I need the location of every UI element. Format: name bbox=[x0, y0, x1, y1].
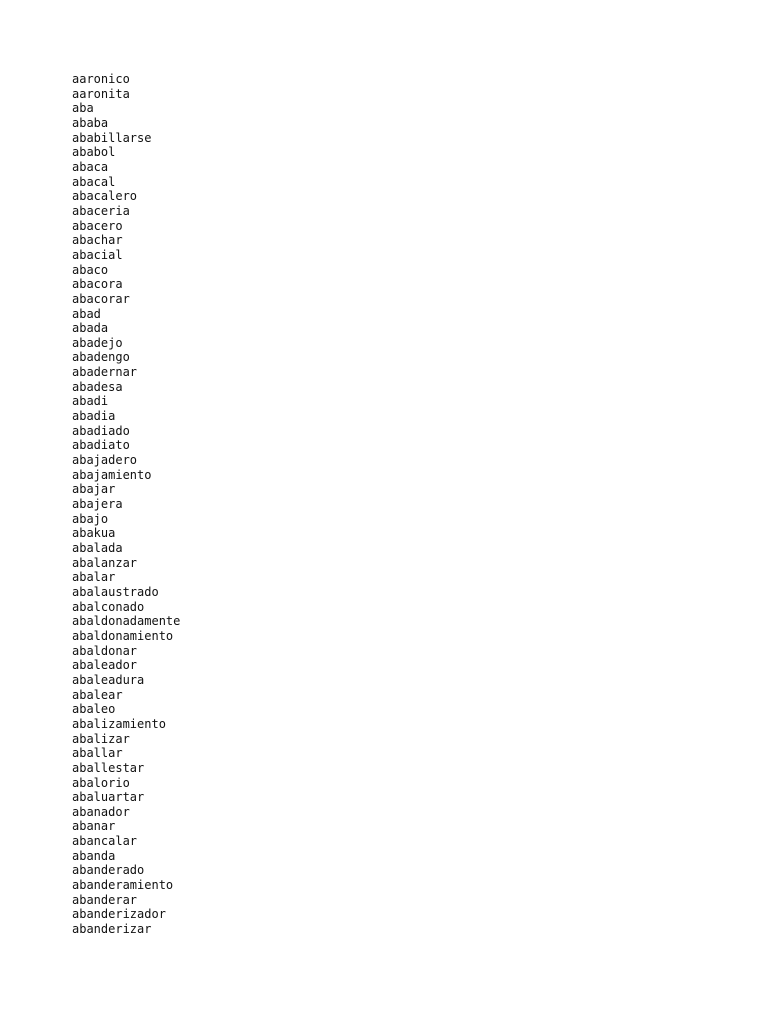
word-list-item: abacal bbox=[72, 174, 116, 189]
word-list-item: abalaustrado bbox=[72, 584, 159, 599]
word-list bbox=[72, 72, 180, 937]
word-list-item: abalorio bbox=[72, 775, 130, 790]
word-list-item: abajar bbox=[72, 482, 116, 497]
word-list-item: aba bbox=[72, 101, 94, 116]
word-list-item: abanderado bbox=[72, 863, 145, 878]
word-list-item: abanderamiento bbox=[72, 878, 174, 893]
word-list-item: abachar bbox=[72, 233, 123, 248]
word-list-item: abadiato bbox=[72, 438, 130, 453]
word-list-item: abajadero bbox=[72, 453, 138, 468]
word-list-item: abajo bbox=[72, 511, 109, 526]
word-list-item: abanderizar bbox=[72, 922, 152, 937]
word-list-item: aaronico bbox=[72, 72, 130, 86]
word-list-item: aballar bbox=[72, 746, 123, 761]
word-list-item: abada bbox=[72, 321, 109, 336]
word-list-item: abadiado bbox=[72, 423, 130, 438]
word-list-item: abadejo bbox=[72, 335, 123, 350]
word-list-item: abaldonar bbox=[72, 643, 138, 658]
word-list-item: abanar bbox=[72, 819, 116, 834]
word-list-item: abalanzar bbox=[72, 555, 138, 570]
word-list-item: abalada bbox=[72, 541, 123, 555]
word-list-item: abaldonadamente bbox=[72, 614, 181, 629]
word-list-item: abacora bbox=[72, 277, 123, 292]
word-list-item: ababillarse bbox=[72, 130, 152, 145]
word-list-item: abaleador bbox=[72, 658, 138, 673]
word-list-item: abadernar bbox=[72, 365, 138, 380]
word-list-item: abadesa bbox=[72, 379, 123, 394]
word-list-item: abancalar bbox=[72, 834, 138, 849]
word-list-item: abaco bbox=[72, 262, 109, 277]
word-list-item: abadi bbox=[72, 394, 109, 409]
word-list-item: abanderar bbox=[72, 892, 138, 907]
word-list-item: abaluartar bbox=[72, 790, 145, 805]
word-list-item: abadia bbox=[72, 409, 116, 424]
word-list-item: abajamiento bbox=[72, 467, 152, 482]
word-list-item: abalar bbox=[72, 570, 116, 585]
word-list-item: ababa bbox=[72, 115, 109, 130]
word-list-item: aballestar bbox=[72, 760, 145, 775]
word-list-item: abakua bbox=[72, 526, 116, 541]
word-list-item: abacorar bbox=[72, 291, 130, 306]
word-list-item: abaceria bbox=[72, 203, 130, 218]
word-list-item: abaca bbox=[72, 159, 109, 174]
word-list-item: abad bbox=[72, 306, 101, 321]
word-list-item: abalizar bbox=[72, 731, 130, 746]
word-list-item: abadengo bbox=[72, 350, 130, 365]
word-list-item: abacero bbox=[72, 218, 123, 233]
word-list-item: ababol bbox=[72, 145, 116, 160]
word-list-item: abalconado bbox=[72, 599, 145, 614]
word-list-item: aaronita bbox=[72, 86, 130, 101]
word-list-item: abaleo bbox=[72, 702, 116, 717]
word-list-item: abalizamiento bbox=[72, 716, 166, 731]
word-list-item: abanderizador bbox=[72, 907, 166, 922]
word-list-item: abanda bbox=[72, 848, 116, 863]
word-list-item: abaleadura bbox=[72, 672, 145, 687]
word-list-item: abaldonamiento bbox=[72, 628, 174, 643]
word-list-item: abacial bbox=[72, 247, 123, 262]
word-list-item: abajera bbox=[72, 497, 123, 512]
word-list-item: abalear bbox=[72, 687, 123, 702]
word-list-item: abacalero bbox=[72, 189, 138, 204]
word-list-item: abanador bbox=[72, 804, 130, 819]
